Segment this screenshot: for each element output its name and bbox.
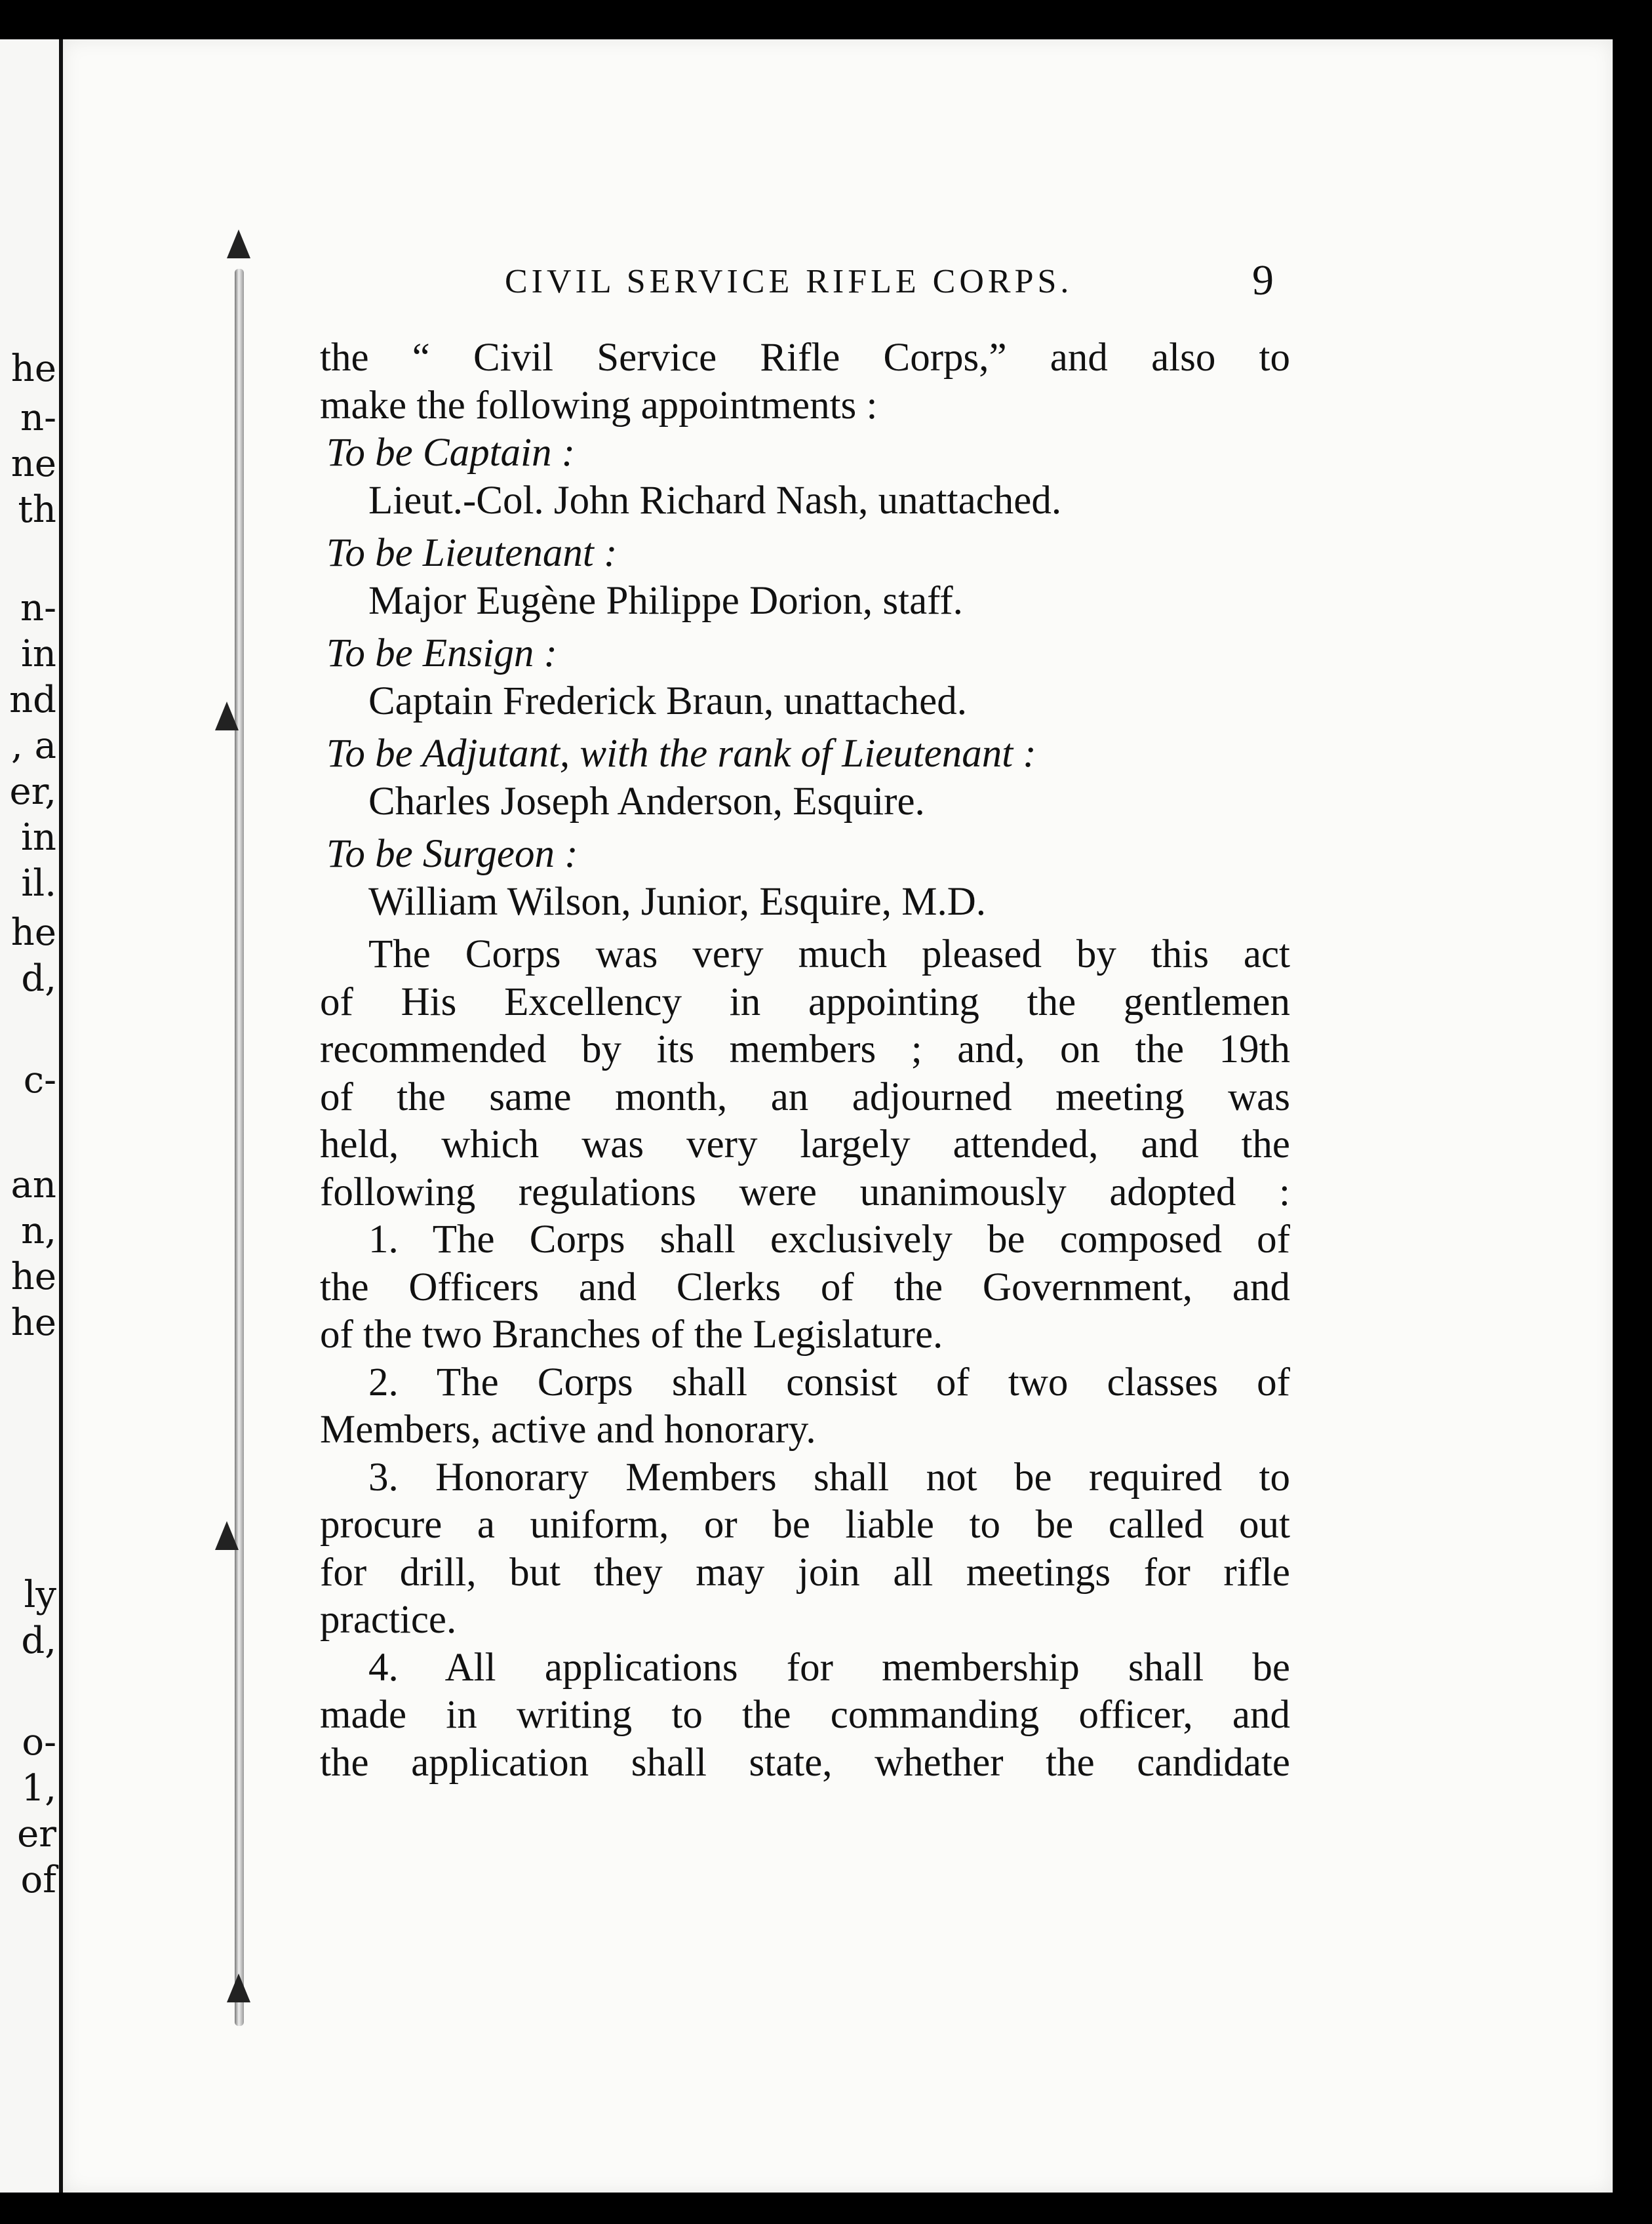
appointment bbox=[320, 429, 1290, 525]
regulation-line: for drill, but they may join all meetings for rifle bbox=[320, 1550, 1290, 1595]
fragment: in bbox=[21, 633, 56, 675]
appointment-title: To be Ensign : bbox=[326, 631, 557, 675]
regulation bbox=[320, 1454, 1290, 1644]
regulation bbox=[320, 1216, 1290, 1359]
intro-line: the “ Civil Service Rifle Corps,” and also to bbox=[320, 336, 1290, 380]
appointment-name: William Wilson, Junior, Esquire, M.D. bbox=[368, 879, 987, 924]
fragment: an bbox=[10, 1164, 56, 1206]
fragment: nd bbox=[9, 679, 56, 721]
regulation-line: 2. The Corps shall consist of two classes of bbox=[368, 1360, 1290, 1404]
appointment-title: To be Adjutant, with the rank of Lieutenant : bbox=[326, 732, 1036, 776]
scan-border-right bbox=[1613, 0, 1652, 2224]
paragraph-line: following regulations were unanimously adopted : bbox=[320, 1170, 1290, 1214]
body-text bbox=[320, 334, 1290, 1787]
regulation bbox=[320, 1644, 1290, 1787]
appointment-title: To be Captain : bbox=[326, 431, 576, 475]
paragraph-line: The Corps was very much pleased by this act bbox=[368, 932, 1290, 976]
fragment: he bbox=[10, 348, 56, 390]
paragraph-line: held, which was very largely attended, and the bbox=[320, 1122, 1290, 1166]
fragment: n- bbox=[20, 397, 56, 439]
appointment bbox=[320, 530, 1290, 625]
regulation-line: of the two Branches of the Legislature. bbox=[320, 1313, 943, 1357]
page-number: 9 bbox=[1252, 256, 1274, 304]
paragraph-line: recommended by its members ; and, on the 19th bbox=[320, 1027, 1290, 1071]
fragment: 1, bbox=[21, 1767, 56, 1810]
running-head: CIVIL SERVICE RIFLE CORPS. bbox=[505, 263, 1073, 300]
fragment: o- bbox=[22, 1721, 56, 1764]
regulation-line: the Officers and Clerks of the Government, and bbox=[320, 1265, 1290, 1309]
appointment-name: Charles Joseph Anderson, Esquire. bbox=[368, 779, 925, 824]
regulation-line: the application shall state, whether the candidate bbox=[320, 1740, 1290, 1785]
regulation-line: 3. Honorary Members shall not be required to bbox=[368, 1455, 1290, 1499]
paragraph bbox=[320, 931, 1290, 1216]
fragment: er bbox=[17, 1813, 56, 1856]
fragment: , a bbox=[11, 725, 56, 767]
regulation-line: 4. All applications for membership shall be bbox=[368, 1645, 1290, 1690]
appointment bbox=[320, 730, 1290, 825]
fragment: in bbox=[21, 816, 56, 859]
scan-border-top bbox=[0, 0, 1652, 39]
fragment: ne bbox=[10, 443, 56, 485]
appointment-title: To be Lieutenant : bbox=[326, 531, 618, 575]
thread-knot-top bbox=[227, 229, 250, 258]
fragment: er, bbox=[9, 770, 56, 813]
fragment: th bbox=[18, 488, 56, 531]
intro-line: make the following appointments : bbox=[320, 383, 878, 427]
fragment: d, bbox=[21, 957, 56, 1000]
scan-border-bottom bbox=[0, 2193, 1652, 2224]
fragment: n, bbox=[21, 1210, 56, 1252]
appointment bbox=[320, 831, 1290, 926]
fragment: of bbox=[20, 1859, 56, 1901]
paragraph-line: of the same month, an adjourned meeting was bbox=[320, 1075, 1290, 1119]
regulation-line: practice. bbox=[320, 1598, 457, 1642]
appointment-title: To be Surgeon : bbox=[326, 832, 578, 876]
fragment: il. bbox=[21, 862, 56, 905]
fragment: n- bbox=[20, 587, 56, 629]
fragment: he bbox=[10, 911, 56, 954]
binding-thread bbox=[235, 269, 244, 2026]
regulation-line: Members, active and honorary. bbox=[320, 1408, 816, 1452]
regulation-line: 1. The Corps shall exclusively be composed of bbox=[368, 1218, 1290, 1261]
regulation-line: procure a uniform, or be liable to be called out bbox=[320, 1503, 1290, 1547]
fragment: c- bbox=[23, 1059, 56, 1102]
regulation bbox=[320, 1359, 1290, 1454]
appointment-name: Captain Frederick Braun, unattached. bbox=[368, 679, 967, 723]
appointment-name: Lieut.-Col. John Richard Nash, unattached. bbox=[368, 478, 1062, 523]
thread-knot-bottom bbox=[227, 1974, 250, 2002]
paragraph-line: of His Excellency in appointing the gentlemen bbox=[320, 980, 1290, 1024]
adjacent-page-edge bbox=[0, 39, 63, 2193]
fragment: he bbox=[10, 1256, 56, 1298]
fragment: he bbox=[10, 1301, 56, 1344]
appointment-name: Major Eugène Philippe Dorion, staff. bbox=[368, 578, 963, 623]
fragment: ly bbox=[24, 1574, 56, 1616]
fragment: d, bbox=[21, 1619, 56, 1662]
appointment bbox=[320, 630, 1290, 725]
regulation-line: made in writing to the commanding officer, and bbox=[320, 1693, 1290, 1737]
